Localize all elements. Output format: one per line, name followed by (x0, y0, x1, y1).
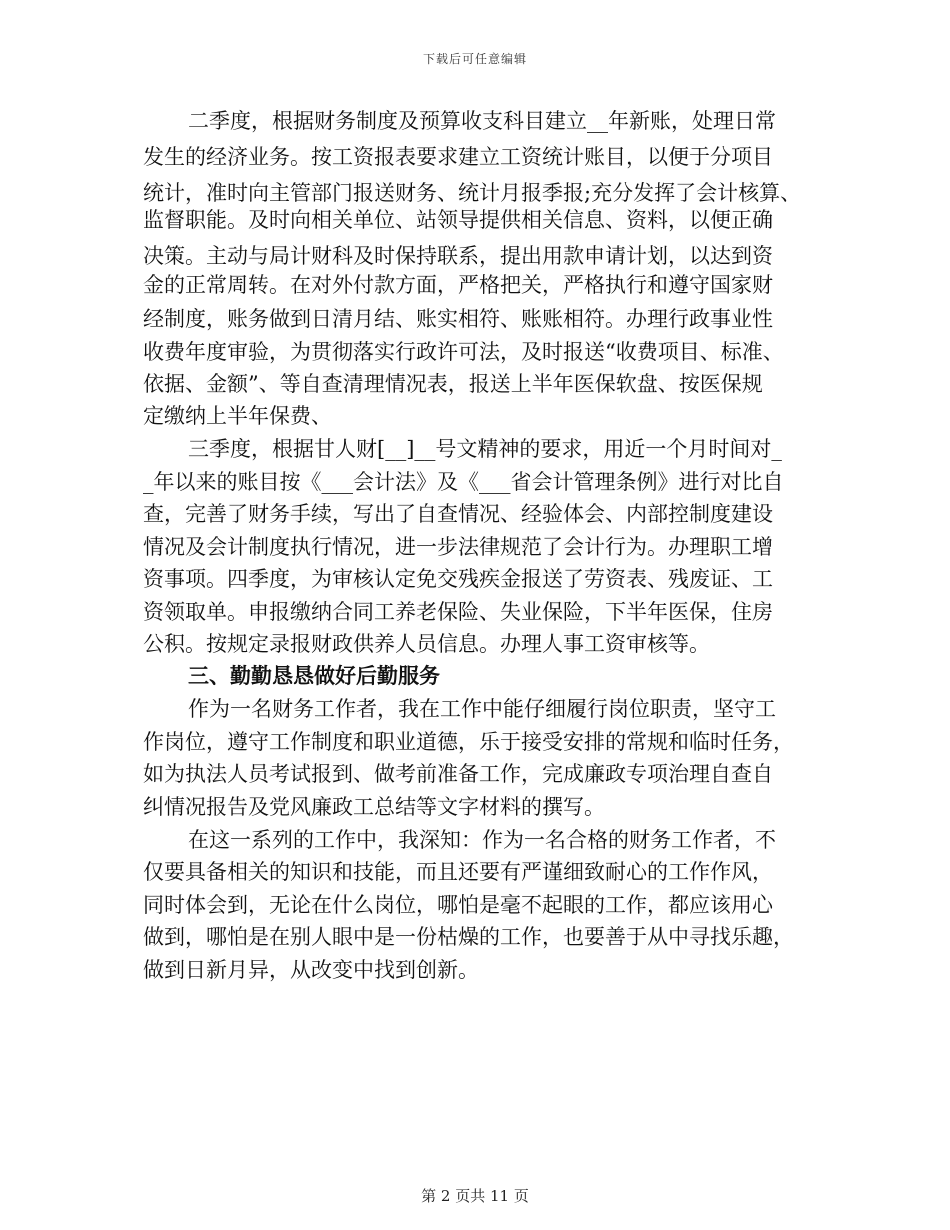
paragraph-q3-line-5: 资事项。四季度，为审核认定免交残疾金报送了劳资表、残废证、工 (143, 567, 773, 591)
paragraph-conclusion-line-4: 做到，哪怕是在别人眼中是一份枯燥的工作，也要善于从中寻找乐趣， (143, 925, 794, 949)
paragraph-conclusion-line-2: 仅要具备相关的知识和技能，而且还要有严谨细致耐心的工作作风， (143, 860, 773, 884)
paragraph-service-line-2: 作岗位，遵守工作制度和职业道德，乐于接受安排的常规和临时任务， (143, 730, 794, 754)
paragraph-q3-line-4: 情况及会计制度执行情况，进一步法律规范了会计行为。办理职工增 (143, 535, 773, 559)
paragraph-q2-line-1: 二季度，根据财务制度及预算收支科目建立__年新账，处理日常 (188, 109, 776, 133)
paragraph-q2-line-10: 定缴纳上半年保费、 (143, 404, 332, 428)
paragraph-q3-line-2: _年以来的账目按《___会计法》及《___省会计管理条例》进行对比自 (143, 470, 784, 494)
paragraph-conclusion-line-3: 同时体会到，无论在什么岗位，哪怕是毫不起眼的工作，都应该用心 (143, 893, 773, 917)
page-header: 下载后可任意编辑 (422, 52, 527, 66)
paragraph-service-line-1: 作为一名财务工作者，我在工作中能仔细履行岗位职责，坚守工 (188, 697, 776, 721)
paragraph-service-line-3: 如为执法人员考试报到、做考前准备工作，完成廉政专项治理自查自 (143, 762, 773, 786)
paragraph-q2-line-6: 金的正常周转。在对外付款方面，严格把关，严格执行和遵守国家财 (143, 273, 773, 297)
paragraph-conclusion-line-1: 在这一系列的工作中，我深知：作为一名合格的财务工作者，不 (188, 828, 776, 852)
paragraph-service-line-4: 纠情况报告及党风廉政工总结等文字材料的撰写。 (143, 795, 605, 819)
paragraph-q2-line-9: 依据、金额”、等自查清理情况表，报送上半年医保软盘、按医保规 (143, 372, 763, 396)
paragraph-q3-line-3: 查，完善了财务手续，写出了自查情况、经验体会、内部控制度建设 (143, 502, 773, 526)
paragraph-q3-line-6: 资领取单。申报缴纳合同工养老保险、失业保险，下半年医保，住房 (143, 600, 773, 624)
page-footer: 第 2 页共 11 页 (421, 1187, 529, 1205)
paragraph-q2-line-2: 发生的经济业务。按工资报表要求建立工资统计账目，以便于分项目 (143, 145, 773, 169)
paragraph-q2-line-3: 统计，准时向主管部门报送财务、统计月报季报;充分发挥了会计核算、 (143, 181, 802, 205)
paragraph-q3-line-1: 三季度，根据甘人财[__]__号文精神的要求，用近一个月时间对_ (188, 437, 782, 461)
paragraph-q2-line-7: 经制度，账务做到日清月结、账实相符、账账相符。办理行政事业性 (143, 307, 773, 331)
paragraph-q2-line-4: 监督职能。及时向相关单位、站领导提供相关信息、资料，以便正确 (143, 208, 773, 232)
paragraph-q2-line-5: 决策。主动与局计财科及时保持联系，提出用款申请计划，以达到资 (143, 244, 773, 268)
section-heading: 三、勤勤恳恳做好后勤服务 (188, 663, 440, 688)
paragraph-conclusion-line-5: 做到日新月异，从改变中找到创新。 (143, 958, 479, 982)
paragraph-q3-line-7: 公积。按规定录报财政供养人员信息。办理人事工资审核等。 (143, 632, 710, 656)
paragraph-q2-line-8: 收费年度审验，为贯彻落实行政许可法，及时报送“收费项目、标准、 (143, 340, 784, 364)
